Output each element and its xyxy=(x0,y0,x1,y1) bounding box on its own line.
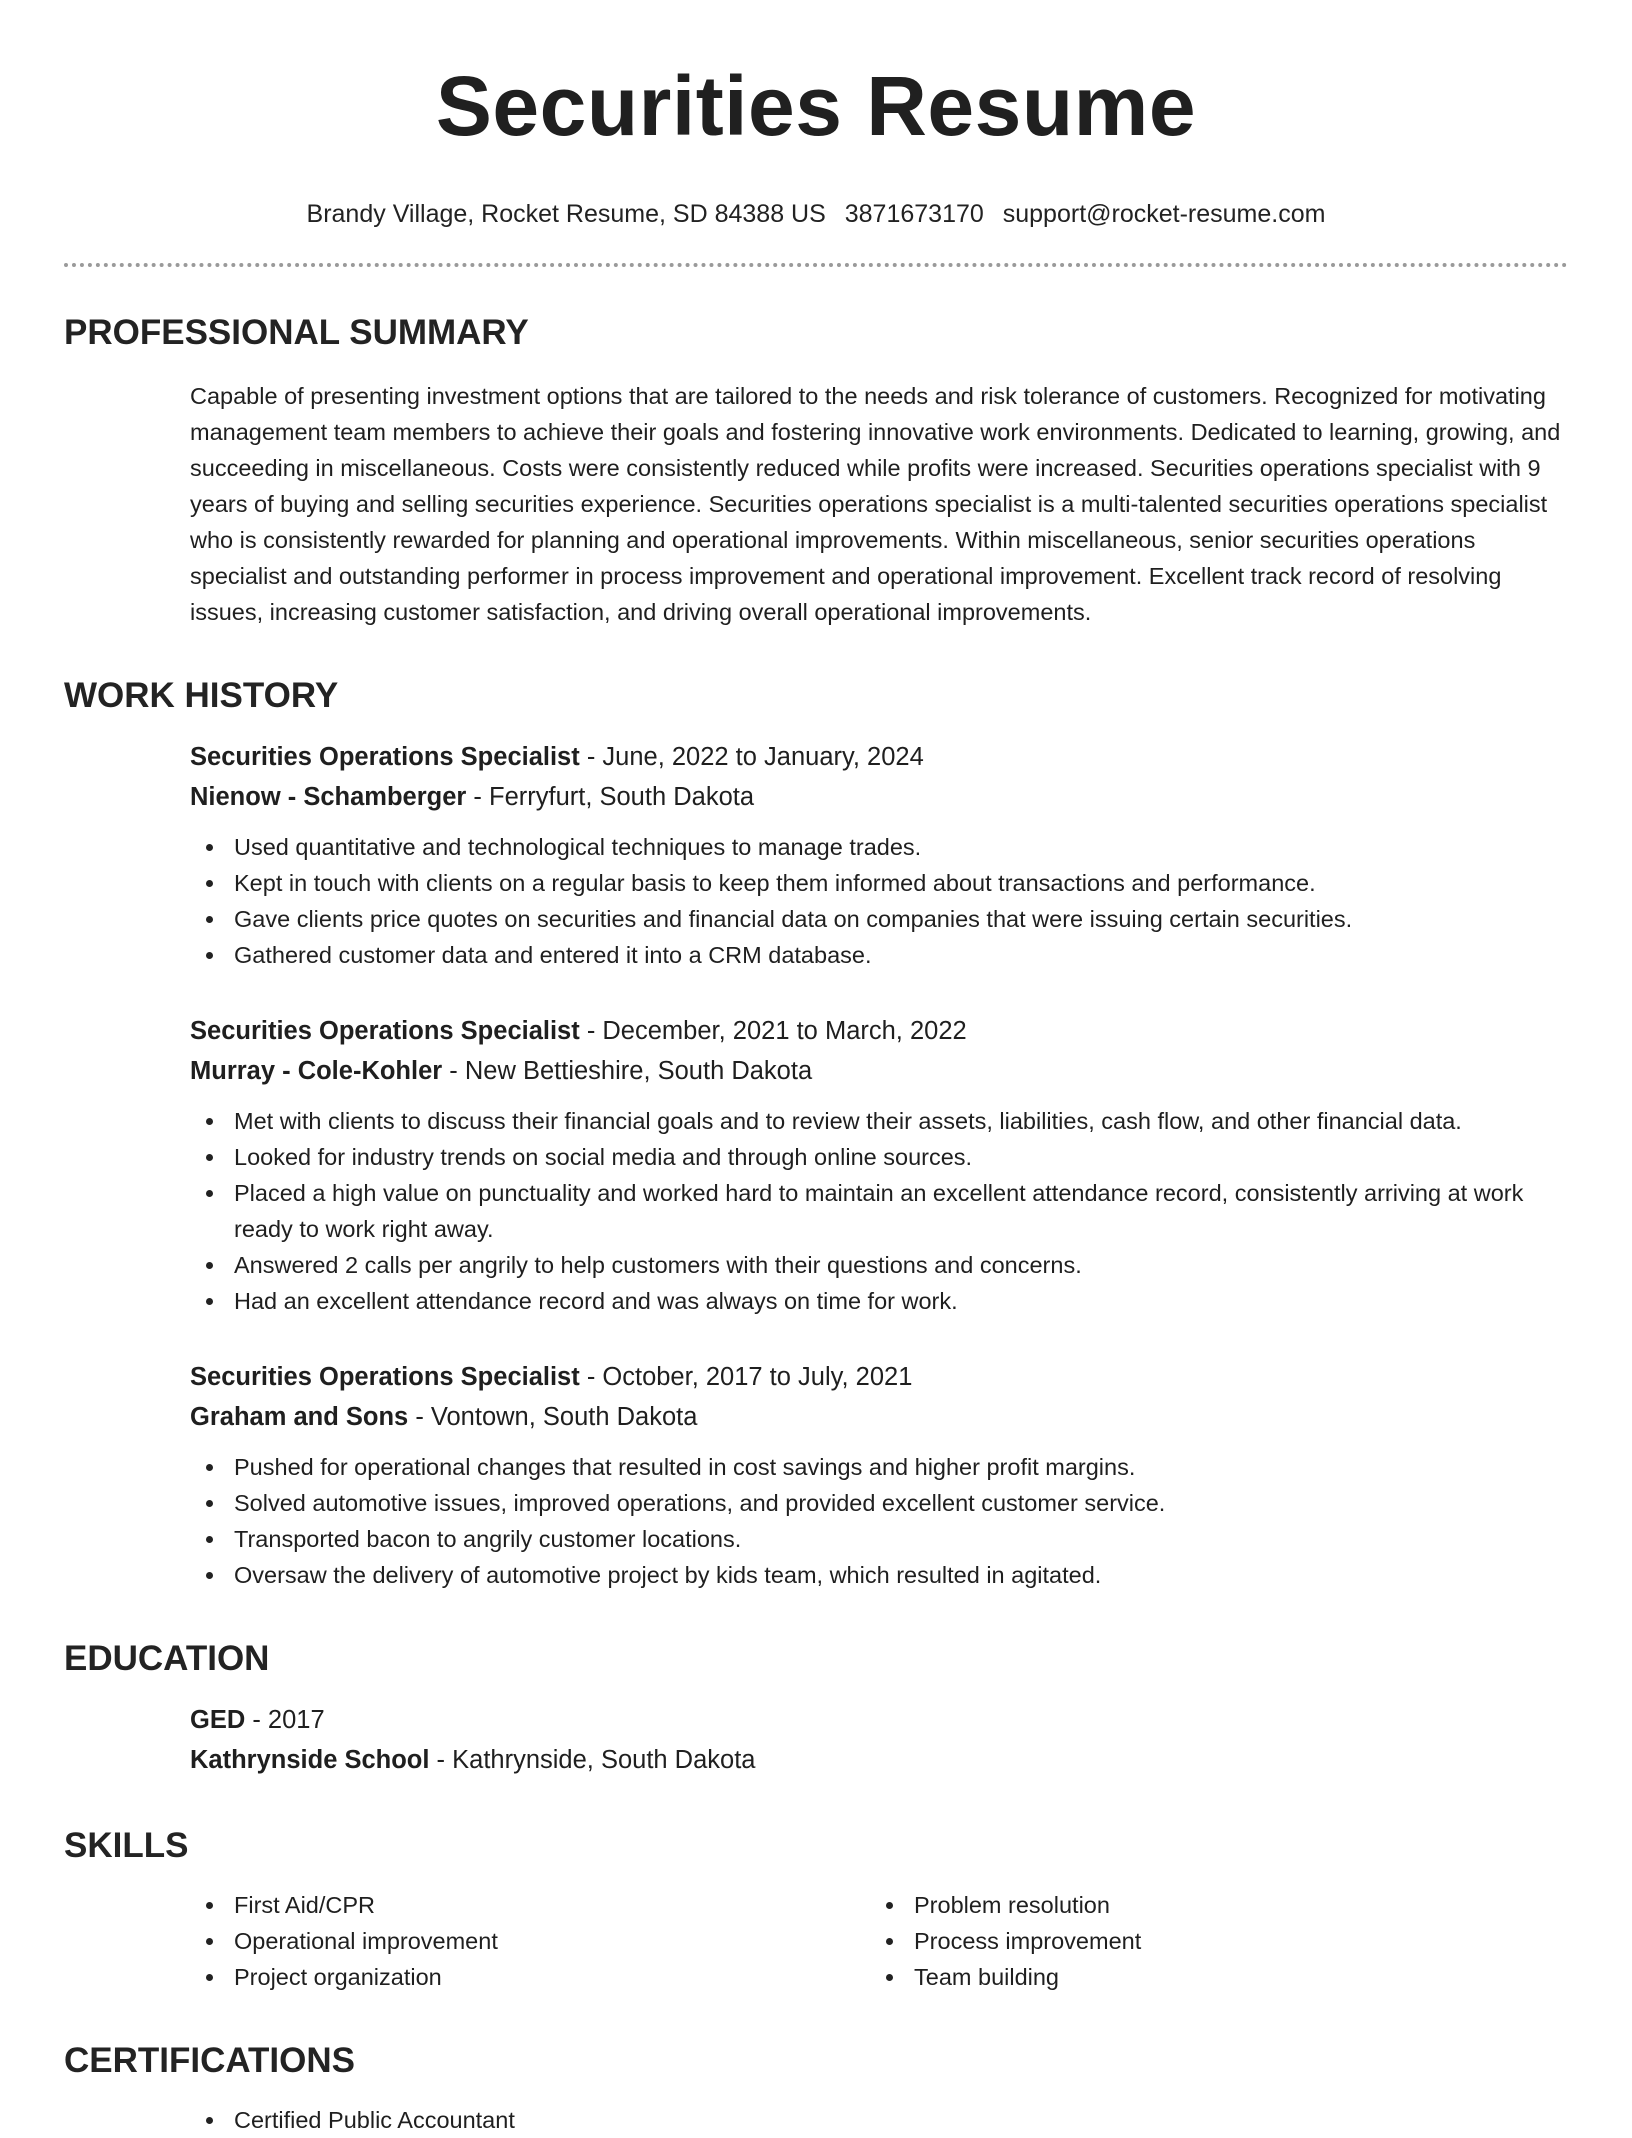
job-entry xyxy=(190,737,1568,973)
skills-list xyxy=(190,1887,1568,1995)
job-bullet: Placed a high value on punctuality and worked hard to maintain an excellent attendance record, consistently arriving at work ready to work right away. xyxy=(190,1175,1568,1247)
section-title-work-history: WORK HISTORY xyxy=(64,676,339,715)
job-location: - Ferryfurt, South Dakota xyxy=(466,783,755,811)
job-bullet: Answered 2 calls per angrily to help customers with their questions and concerns. xyxy=(190,1247,1568,1283)
job-bullet: Gave clients price quotes on securities and financial data on companies that were issuing certain securities. xyxy=(190,901,1568,937)
education-location: - Kathrynside, South Dakota xyxy=(429,1746,756,1774)
contact-line xyxy=(64,200,1568,229)
skill-item: Team building xyxy=(870,1959,1550,1995)
skills-column-left xyxy=(190,1887,870,1995)
job-title-line xyxy=(190,737,1568,777)
education-school: Kathrynside School xyxy=(190,1746,430,1774)
resume-title: Securities Resume xyxy=(435,59,1197,153)
job-entry xyxy=(190,1357,1568,1593)
job-dates: - June, 2022 to January, 2024 xyxy=(579,743,924,771)
job-bullets xyxy=(190,1103,1568,1319)
job-dates: - October, 2017 to July, 2021 xyxy=(579,1363,913,1391)
job-bullet: Met with clients to discuss their financial goals and to review their assets, liabilities, cash flow, and other financial data. xyxy=(190,1103,1568,1139)
job-bullet: Used quantitative and technological techniques to manage trades. xyxy=(190,829,1568,865)
job-location: - New Bettieshire, South Dakota xyxy=(442,1057,813,1085)
job-bullets xyxy=(190,1449,1568,1593)
education-degree-line xyxy=(190,1700,1568,1740)
job-location: - Vontown, South Dakota xyxy=(408,1403,698,1431)
job-bullet: Pushed for operational changes that resulted in cost savings and higher profit margins. xyxy=(190,1449,1568,1485)
job-company: Murray - Cole-Kohler xyxy=(190,1057,443,1085)
job-company-line xyxy=(190,1051,1568,1091)
job-role: Securities Operations Specialist xyxy=(190,743,580,771)
education-year: - 2017 xyxy=(245,1706,325,1734)
job-title-line xyxy=(190,1357,1568,1397)
certification-item: Certified Public Accountant xyxy=(190,2102,1568,2138)
skill-item: First Aid/CPR xyxy=(190,1887,870,1923)
job-bullet: Gathered customer data and entered it into a CRM database. xyxy=(190,937,1568,973)
summary-text: Capable of presenting investment options that are tailored to the needs and risk tolerance of customers. Recognized for motivating management team members to achieve their goals and fostering innovative work environments. Dedicated to learning, growing, and succeeding in miscellaneous. Costs were consistently reduced while profits were increased. Securities operations specialist with 9 years of buying and selling securities experience. Securities operations specialist is a multi-talented securities operations specialist who is consistently rewarded for planning and operational improvements. Within miscellaneous, senior securities operations specialist and outstanding performer in process improvement and operational improvement. Excellent track record of resolving issues, increasing customer satisfaction, and driving overall operational improvements. xyxy=(190,383,1561,625)
job-bullet: Oversaw the delivery of automotive project by kids team, which resulted in agitated. xyxy=(190,1557,1568,1593)
section-title-certifications: CERTIFICATIONS xyxy=(64,2041,356,2080)
job-title-line xyxy=(190,1011,1568,1051)
job-company-line xyxy=(190,1397,1568,1437)
job-bullets xyxy=(190,829,1568,973)
skill-item: Operational improvement xyxy=(190,1923,870,1959)
certifications-list xyxy=(190,2102,1568,2138)
job-bullet: Solved automotive issues, improved operations, and provided excellent customer service. xyxy=(190,1485,1568,1521)
header-divider xyxy=(64,263,1568,267)
job-bullet: Transported bacon to angrily customer locations. xyxy=(190,1521,1568,1557)
job-company: Nienow - Schamberger xyxy=(190,783,467,811)
contact-email: support@rocket-resume.com xyxy=(1002,200,1326,228)
section-title-skills: SKILLS xyxy=(64,1826,189,1865)
skill-item: Problem resolution xyxy=(870,1887,1550,1923)
job-role: Securities Operations Specialist xyxy=(190,1017,580,1045)
job-role: Securities Operations Specialist xyxy=(190,1363,580,1391)
education-entry xyxy=(190,1700,1568,1780)
section-title-summary: PROFESSIONAL SUMMARY xyxy=(64,313,529,352)
job-bullet: Kept in touch with clients on a regular basis to keep them informed about transactions and performance. xyxy=(190,865,1568,901)
job-dates: - December, 2021 to March, 2022 xyxy=(579,1017,967,1045)
job-company-line xyxy=(190,777,1568,817)
work-history-list xyxy=(190,737,1568,1593)
education-degree: GED xyxy=(190,1706,246,1734)
job-company: Graham and Sons xyxy=(190,1403,409,1431)
education-school-line xyxy=(190,1740,1568,1780)
contact-phone: 3871673170 xyxy=(844,200,984,228)
skill-item: Process improvement xyxy=(870,1923,1550,1959)
contact-address: Brandy Village, Rocket Resume, SD 84388 US xyxy=(306,200,826,228)
job-entry xyxy=(190,1011,1568,1319)
job-bullet: Looked for industry trends on social media and through online sources. xyxy=(190,1139,1568,1175)
section-title-education: EDUCATION xyxy=(64,1639,270,1678)
job-bullet: Had an excellent attendance record and was always on time for work. xyxy=(190,1283,1568,1319)
skill-item: Project organization xyxy=(190,1959,870,1995)
skills-column-right xyxy=(870,1887,1550,1995)
